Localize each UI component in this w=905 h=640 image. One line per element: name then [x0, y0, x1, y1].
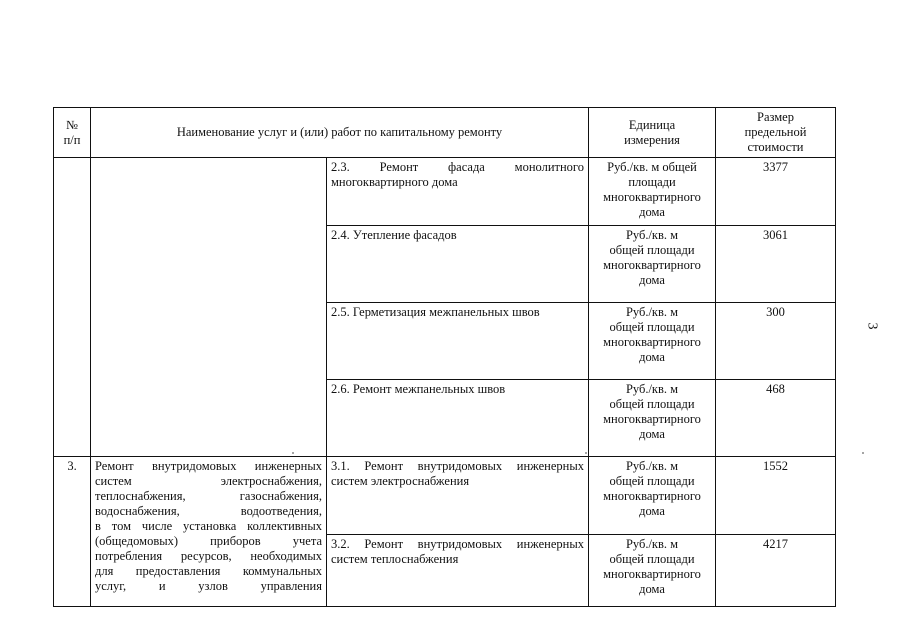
- table-row: [54, 158, 836, 226]
- unit-line: многоквартирного: [603, 412, 701, 426]
- description-line: потребления ресурсов, необходимых: [95, 549, 322, 563]
- cell-work: [327, 158, 589, 226]
- description-line: в том числе установка коллективных: [95, 519, 322, 533]
- description-line: для предоставления коммунальных: [95, 564, 322, 578]
- header-name-text: Наименование услуг и (или) работ по капитальному ремонту: [176, 125, 503, 139]
- unit-line: Руб./кв. м: [625, 459, 679, 473]
- work-line: 2.3. Ремонт фасада монолитного: [331, 160, 585, 174]
- unit-line: дома: [639, 427, 665, 441]
- description-line: услуг, и узлов управления: [95, 579, 322, 593]
- cell-cost: 1552: [716, 457, 836, 535]
- scan-speck: [292, 452, 294, 454]
- header-number-text: № п/п: [63, 117, 81, 147]
- description-line: теплоснабжения, газоснабжения,: [95, 489, 322, 503]
- unit-line: Руб./кв. м общей: [607, 160, 697, 174]
- cell-cost: 3377: [716, 158, 836, 226]
- cell-work: [327, 535, 589, 607]
- cost-table: [53, 107, 836, 607]
- description-line: водоснабжения, водоотведения,: [95, 504, 322, 518]
- cell-cost: 4217: [716, 535, 836, 607]
- unit-line: дома: [639, 504, 665, 518]
- cell-description: [91, 457, 327, 607]
- cell-description-empty: [91, 158, 327, 457]
- cell-cost: 3061: [716, 226, 836, 303]
- work-line: 2.4. Утепление фасадов: [331, 228, 457, 242]
- unit-line: общей площади: [609, 552, 695, 566]
- cell-work: [327, 226, 589, 303]
- cell-unit: [589, 535, 716, 607]
- unit-line: дома: [639, 582, 665, 596]
- cell-unit: [589, 380, 716, 457]
- work-line: систем теплоснабжения: [331, 552, 459, 566]
- unit-line: общей площади: [609, 243, 695, 257]
- cell-unit: [589, 303, 716, 380]
- unit-line: многоквартирного: [603, 335, 701, 349]
- work-line: 2.5. Герметизация межпанельных швов: [331, 305, 540, 319]
- unit-line: дома: [639, 273, 665, 287]
- cell-cost: 300: [716, 303, 836, 380]
- unit-line: общей площади: [609, 397, 695, 411]
- work-line: 3.1. Ремонт внутридомовых инженерных: [331, 459, 585, 473]
- cell-number-empty: [54, 158, 91, 457]
- unit-line: многоквартирного: [603, 567, 701, 581]
- unit-line: площади: [628, 175, 676, 189]
- header-name: [91, 108, 589, 158]
- work-line: 3.2. Ремонт внутридомовых инженерных: [331, 537, 585, 551]
- description-line: (общедомовых) приборов учета: [95, 534, 322, 548]
- header-unit: [589, 108, 716, 158]
- table-header-row: [54, 108, 836, 158]
- unit-line: Руб./кв. м: [625, 228, 679, 242]
- unit-line: дома: [639, 350, 665, 364]
- header-unit-text: Единица измерения: [624, 117, 680, 147]
- description-line: Ремонт внутридомовых инженерных: [95, 459, 322, 473]
- cell-cost: 468: [716, 380, 836, 457]
- cell-unit: [589, 158, 716, 226]
- work-line: 2.6. Ремонт межпанельных швов: [331, 382, 506, 396]
- cell-work: [327, 380, 589, 457]
- cell-work: [327, 303, 589, 380]
- cell-unit: [589, 226, 716, 303]
- unit-line: многоквартирного: [603, 489, 701, 503]
- unit-line: Руб./кв. м: [625, 537, 679, 551]
- scan-speck: [862, 452, 864, 454]
- page-number: 3: [864, 322, 880, 330]
- cell-work: [327, 457, 589, 535]
- unit-line: многоквартирного: [603, 190, 701, 204]
- scan-speck: [585, 452, 587, 454]
- description-line: систем электроснабжения,: [95, 474, 322, 488]
- cell-unit: [589, 457, 716, 535]
- work-line: многоквартирного дома: [331, 175, 458, 189]
- unit-line: общей площади: [609, 474, 695, 488]
- header-number: [54, 108, 91, 158]
- table-row: [54, 457, 836, 535]
- header-cost: [716, 108, 836, 158]
- header-cost-text: Размер предельной стоимости: [744, 110, 807, 154]
- unit-line: общей площади: [609, 320, 695, 334]
- work-line: систем электроснабжения: [331, 474, 470, 488]
- cell-number: 3.: [54, 457, 91, 607]
- unit-line: Руб./кв. м: [625, 382, 679, 396]
- unit-line: многоквартирного: [603, 258, 701, 272]
- unit-line: Руб./кв. м: [625, 305, 679, 319]
- unit-line: дома: [639, 205, 665, 219]
